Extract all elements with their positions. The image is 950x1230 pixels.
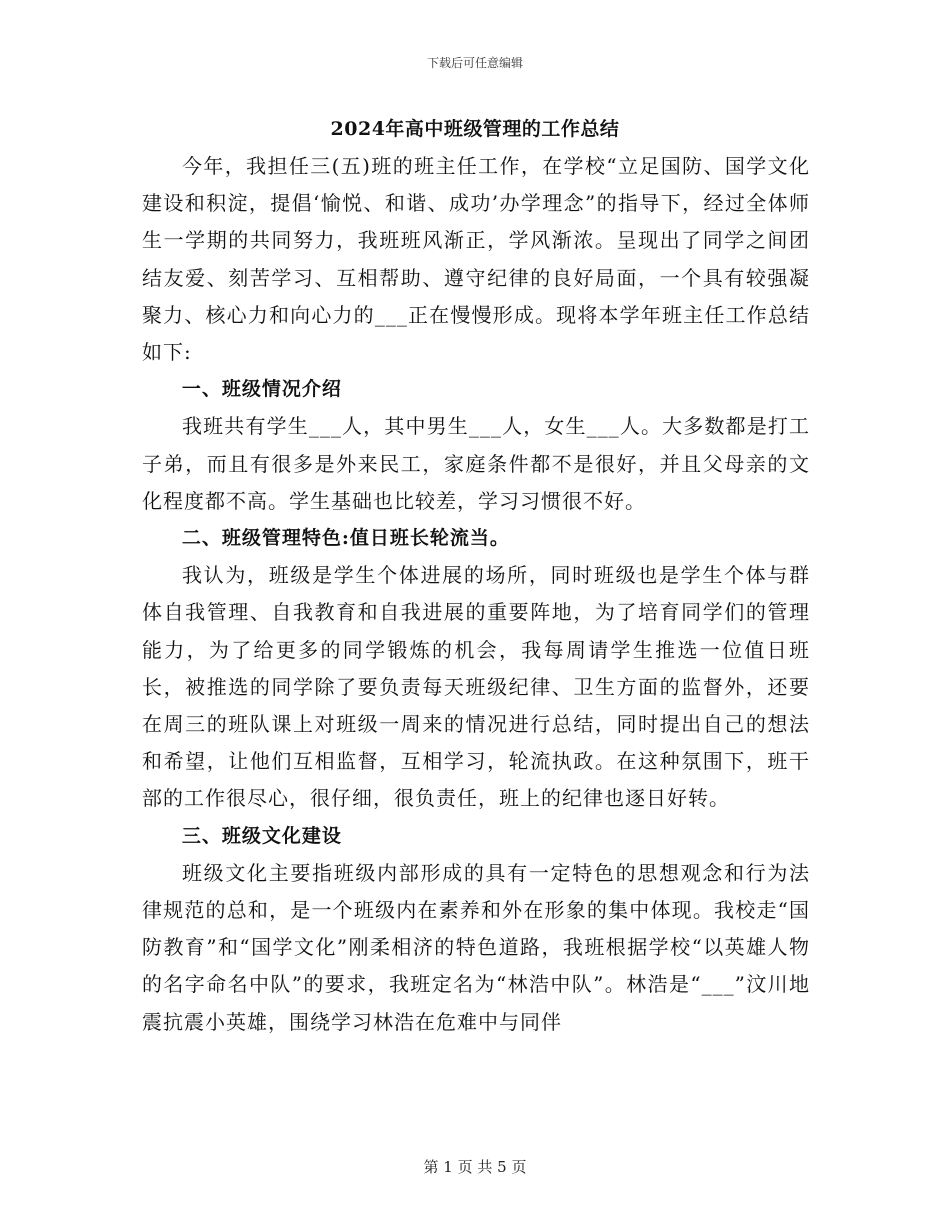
download-note: 下载后可任意编辑 <box>426 56 523 70</box>
page-number: 第 1 页 共 5 页 <box>423 1158 527 1176</box>
document-title: 2024年高中班级管理的工作总结 <box>330 118 620 140</box>
section-paragraph-class-info: 我班共有学生___人，其中男生___人，女生___人。大多数都是打工子弟，而且有很多是外来民工，家庭条件都不是很好，并且父母亲的文化程度都不高。学生基础也比较差，学习习惯很不好。 <box>142 414 810 513</box>
section-paragraph-culture: 班级文化主要指班级内部形成的具有一定特色的思想观念和行为法律规范的总和，是一个班级内在素养和外在形象的集中体现。我校走“国防教育”和“国学文化”刚柔相济的特色道路，我班根据学校“以英雄人物的名字命名中队”的要求，我班定名为“林浩中队”。林浩是“___”汶川地震抗震小英雄，围绕学习林浩在危难中与同伴 <box>142 860 810 1034</box>
section-paragraph-management: 我认为，班级是学生个体进展的场所，同时班级也是学生个体与群体自我管理、自我教育和自我进展的重要阵地，为了培育同学们的管理能力，为了给更多的同学锻炼的机会，我每周请学生推选一位值日班长，被推选的同学除了要负责每天班级纪律、卫生方面的监督外，还要在周三的班队课上对班级一周来的情况进行总结，同时提出自己的想法和希望，让他们互相监督，互相学习，轮流执政。在这种氛围下，班干部的工作很尽心，很仔细，很负责任，班上的纪律也逐日好转。 <box>142 563 810 811</box>
intro-paragraph: 今年，我担任三(五)班的班主任工作，在学校“立足国防、国学文化建设和积淀，提倡‘愉悦、和谐、成功’办学理念”的指导下，经过全体师生一学期的共同努力，我班班风渐正，学风渐浓。呈现出了同学之间团结友爱、刻苦学习、互相帮助、遵守纪律的良好局面，一个具有较强凝聚力、核心力和向心力的___正在慢慢形成。现将本学年班主任工作总结如下: <box>142 154 810 365</box>
section-heading-culture: 三、班级文化建设 <box>181 824 342 847</box>
section-heading-management: 二、班级管理特色:值日班长轮流当。 <box>181 527 510 550</box>
document-body <box>142 148 810 1041</box>
section-heading-class-info: 一、班级情况介绍 <box>181 378 342 401</box>
